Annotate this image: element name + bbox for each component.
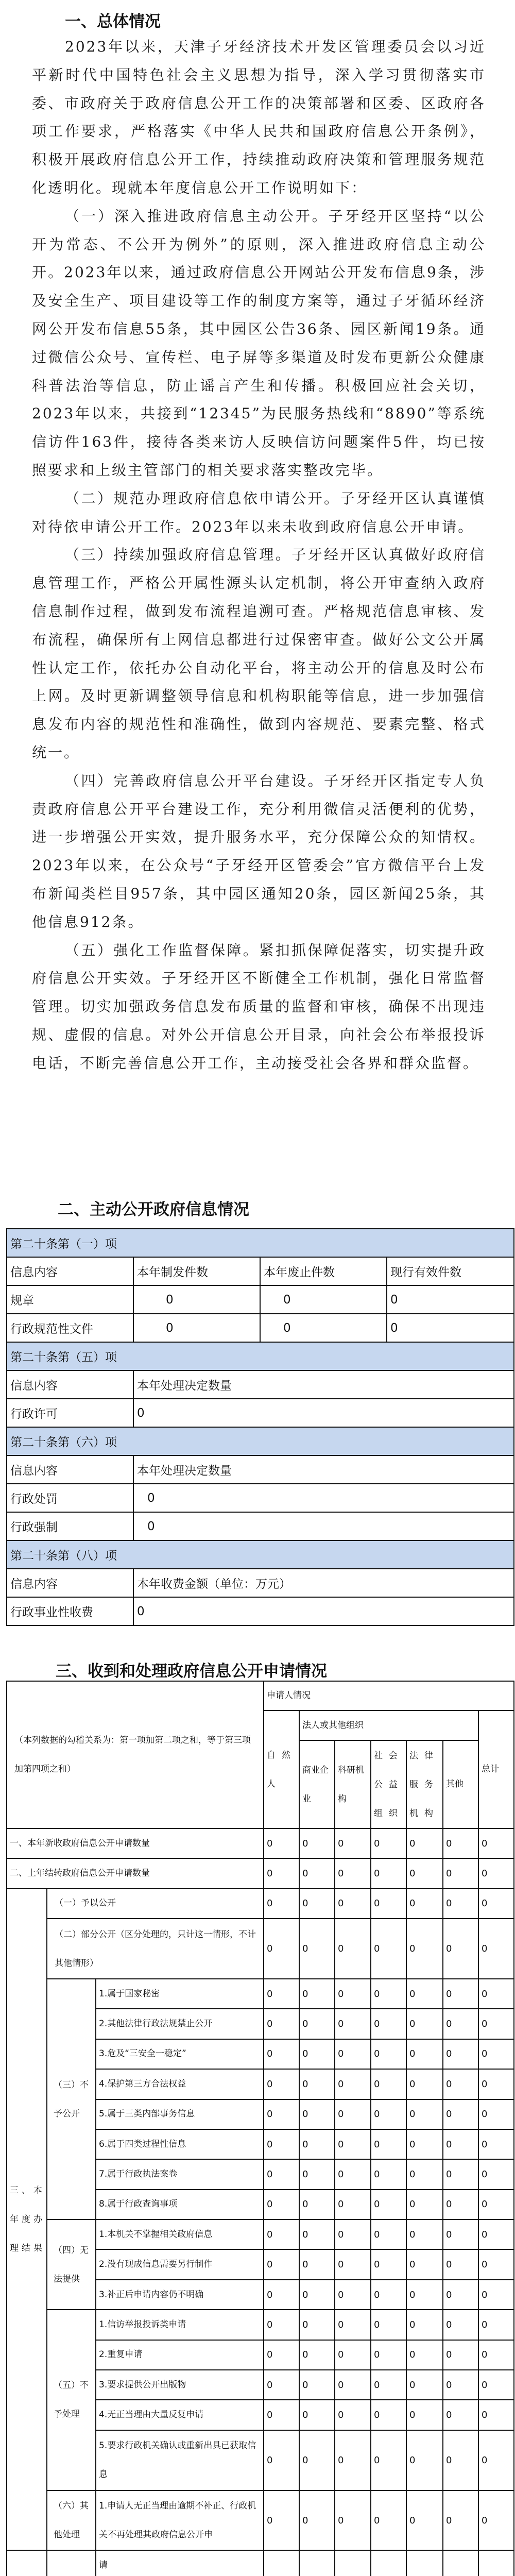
- value-cell: 0: [335, 2039, 371, 2069]
- row-label: 3.补正后申请内容仍不明确: [96, 2280, 264, 2310]
- paragraph: （五）强化工作监督保障。紧扣抓保障促落实，切实提升政府信息公开实效。子牙经开区不断健全工作机制，强化日常监督管理。切实加强政务信息发布质量的监督和审核，确保不出现违规、虚假的信息。对外公开信息公开目录，向社会公布举报投诉电话，不断完善信息公开工作，主动接受社会各界和群众监督。: [32, 941, 486, 1072]
- value-cell: 0: [335, 2009, 371, 2039]
- value-cell: 0: [264, 2129, 299, 2159]
- value-cell: 0: [335, 1979, 371, 2009]
- value-cell: 0: [406, 2039, 443, 2069]
- value-cell: 0: [133, 1285, 260, 1314]
- value-cell: 0: [264, 1828, 299, 1858]
- value-cell: 0: [299, 2159, 335, 2189]
- row-label: 3.要求提供公开出版物: [96, 2370, 264, 2400]
- value-cell: 0: [478, 2159, 514, 2189]
- group-label: （四）无法提供: [47, 2219, 96, 2310]
- group-label: （五）不予处理: [47, 2310, 96, 2490]
- empty-cell: [478, 2550, 514, 2576]
- value-cell: 0: [264, 2190, 299, 2219]
- value-cell: 0: [264, 1979, 299, 2009]
- value-cell: 0: [335, 1828, 371, 1858]
- value-cell: 0: [299, 2370, 335, 2400]
- row-label: 5.要求行政机关确认或重新出具已获取信息: [96, 2430, 264, 2490]
- value-cell: 0: [133, 1597, 514, 1625]
- value-cell: 0: [478, 2009, 514, 2039]
- value-cell: 0: [371, 2310, 406, 2340]
- value-cell: 0: [299, 1889, 335, 1919]
- value-cell: 0: [443, 2490, 478, 2551]
- value-cell: 0: [371, 2280, 406, 2310]
- value-cell: 0: [478, 2249, 514, 2279]
- value-cell: 0: [371, 2219, 406, 2249]
- value-cell: 0: [371, 2069, 406, 2099]
- row-label: 行政事业性收费: [7, 1597, 133, 1625]
- value-cell: 0: [335, 2280, 371, 2310]
- value-cell: 0: [478, 1919, 514, 1979]
- value-cell: 0: [335, 2219, 371, 2249]
- value-cell: 0: [371, 2009, 406, 2039]
- value-cell: 0: [299, 1919, 335, 1979]
- header-cell: 本年废止件数: [260, 1257, 387, 1285]
- value-cell: 0: [335, 2129, 371, 2159]
- value-cell: 0: [387, 1314, 514, 1342]
- row-label: 1.申请人无正当理由逾期不补正、行政机关不再处理其政府信息公开申: [96, 2490, 264, 2551]
- value-cell: 0: [264, 2099, 299, 2129]
- header-cell: 本年处理决定数量: [133, 1455, 514, 1484]
- value-cell: 0: [264, 2069, 299, 2099]
- value-cell: 0: [335, 2069, 371, 2099]
- value-cell: 0: [299, 2129, 335, 2159]
- row-label: 7.属于行政执法案卷: [96, 2159, 264, 2189]
- applications-table: [6, 1681, 514, 2576]
- row-label: 6.属于四类过程性信息: [96, 2129, 264, 2159]
- value-cell: 0: [264, 2340, 299, 2370]
- value-cell: 0: [478, 2099, 514, 2129]
- paragraph: （二）规范办理政府信息依申请公开。子牙经开区认真谨慎对待依申请公开工作。2023年以来未收到政府信息公开申请。: [32, 489, 486, 535]
- row-label: 一、本年新收政府信息公开申请数量: [7, 1828, 264, 1858]
- org-header: 法人或其他组织: [299, 1710, 478, 1740]
- value-cell: 0: [335, 2370, 371, 2400]
- value-cell: 0: [264, 1858, 299, 1888]
- value-cell: 0: [406, 1858, 443, 1888]
- value-cell: 0: [371, 2159, 406, 2189]
- section-3-title: 三、收到和处理政府信息公开申请情况: [56, 1662, 327, 1681]
- header-cell: 信息内容: [7, 1257, 133, 1285]
- value-cell: 0: [264, 2310, 299, 2340]
- value-cell: 0: [299, 1828, 335, 1858]
- org-col-header: 其他: [443, 1740, 478, 1828]
- value-cell: 0: [478, 2219, 514, 2249]
- value-cell: 0: [260, 1314, 387, 1342]
- value-cell: 0: [264, 2039, 299, 2069]
- value-cell: 0: [443, 2129, 478, 2159]
- value-cell: 0: [443, 2039, 478, 2069]
- value-cell: 0: [443, 1858, 478, 1888]
- value-cell: 0: [406, 2280, 443, 2310]
- value-cell: 0: [371, 1858, 406, 1888]
- value-cell: 0: [371, 2099, 406, 2129]
- row-label: 行政强制: [7, 1512, 133, 1540]
- org-col-header: 科研机构: [335, 1740, 371, 1828]
- value-cell: 0: [335, 2190, 371, 2219]
- value-cell: 0: [335, 1919, 371, 1979]
- applicant-header: 申请人情况: [264, 1681, 514, 1710]
- value-cell: 0: [371, 2129, 406, 2159]
- value-cell: 0: [371, 2039, 406, 2069]
- value-cell: 0: [443, 1889, 478, 1919]
- value-cell: 0: [406, 2159, 443, 2189]
- value-cell: 0: [299, 2190, 335, 2219]
- value-cell: 0: [443, 1979, 478, 2009]
- value-cell: 0: [264, 2490, 299, 2551]
- row-label: 3.危及“三安全一稳定”: [96, 2039, 264, 2069]
- value-cell: 0: [478, 1858, 514, 1888]
- value-cell: 0: [299, 2430, 335, 2490]
- value-cell: 0: [443, 2099, 478, 2129]
- value-cell: 0: [406, 2430, 443, 2490]
- value-cell: 0: [406, 2490, 443, 2551]
- row-label: 2.没有现成信息需要另行制作: [96, 2249, 264, 2279]
- row-label: 2.其他法律行政法规禁止公开: [96, 2009, 264, 2039]
- value-cell: 0: [299, 2340, 335, 2370]
- header-cell: 信息内容: [7, 1455, 133, 1484]
- value-cell: 0: [443, 1919, 478, 1979]
- header-cell: 信息内容: [7, 1569, 133, 1597]
- header-cell: 本年处理决定数量: [133, 1370, 514, 1399]
- value-cell: 0: [264, 2430, 299, 2490]
- value-cell: 0: [133, 1399, 514, 1427]
- org-col-header: 法律服务机构: [406, 1740, 443, 1828]
- value-cell: 0: [443, 2430, 478, 2490]
- value-cell: 0: [371, 2430, 406, 2490]
- value-cell: 0: [371, 1889, 406, 1919]
- value-cell: 0: [371, 1828, 406, 1858]
- total-header: 总计: [478, 1710, 514, 1828]
- value-cell: 0: [264, 2400, 299, 2430]
- paragraph: （三）持续加强政府信息管理。子牙经开区认真做好政府信息管理工作，严格公开属性源头认定机制，将公开审查纳入政府信息制作过程，做到发布流程追溯可查。严格规范信息审核、发布流程，确保所有上网信息都进行过保密审查。做好公文公开属性认定工作，依托办公自动化平台，将主动公开的信息及时公布上网。及时更新调整领导信息和机构职能等信息，进一步加强信息发布内容的规范性和准确性，做到内容规范、要素完整、格式统一。: [32, 546, 486, 761]
- row-label: 1.信访举报投诉类申请: [96, 2310, 264, 2340]
- value-cell: 0: [478, 2280, 514, 2310]
- value-cell: 0: [443, 2069, 478, 2099]
- item-5-band: 第二十条第（五）项: [7, 1342, 514, 1370]
- value-cell: 0: [443, 2400, 478, 2430]
- value-cell: 0: [335, 2159, 371, 2189]
- row-label: （一）予以公开: [47, 1889, 264, 1919]
- value-cell: 0: [387, 1285, 514, 1314]
- value-cell: 0: [299, 1858, 335, 1888]
- value-cell: 0: [371, 2370, 406, 2400]
- value-cell: 0: [264, 2219, 299, 2249]
- row-label: 4.无正当理由大量反复申请: [96, 2400, 264, 2430]
- value-cell: 0: [335, 2310, 371, 2340]
- value-cell: 0: [478, 2340, 514, 2370]
- value-cell: 0: [371, 1979, 406, 2009]
- value-cell: 0: [406, 2370, 443, 2400]
- value-cell: 0: [371, 2190, 406, 2219]
- value-cell: 0: [406, 2219, 443, 2249]
- item-8-band: 第二十条第（八）项: [7, 1540, 514, 1569]
- value-cell: 0: [478, 2430, 514, 2490]
- corner-note: （本列数据的勾稽关系为：第一项加第二项之和，等于第三项加第四项之和）: [7, 1681, 264, 1828]
- value-cell: 0: [478, 1828, 514, 1858]
- value-cell: 0: [443, 2370, 478, 2400]
- value-cell: 0: [478, 2069, 514, 2099]
- value-cell: 0: [406, 2190, 443, 2219]
- header-cell: 现行有效件数: [387, 1257, 514, 1285]
- org-col-header: 社会公益组织: [371, 1740, 406, 1828]
- row-label: （二）部分公开（区分处理的，只计这一情形，不计其他情形）: [47, 1919, 264, 1979]
- value-cell: 0: [406, 1979, 443, 2009]
- row-label: 8.属于行政查询事项: [96, 2190, 264, 2219]
- value-cell: 0: [299, 2039, 335, 2069]
- value-cell: 0: [335, 2490, 371, 2551]
- value-cell: 0: [443, 2249, 478, 2279]
- value-cell: 0: [443, 2190, 478, 2219]
- value-cell: 0: [371, 2400, 406, 2430]
- paragraph: （四）完善政府信息公开平台建设。子牙经开区指定专人负责政府信息公开平台建设工作，充分利用微信灵活便利的优势，进一步增强公开实效，提升服务水平，充分保障公众的知情权。2023年以来，在公众号“子牙经开区管委会”官方微信平台上发布新闻类栏目957条，其中园区通知20条，园区新闻25条，其他信息912条。: [32, 772, 486, 930]
- value-cell: 0: [406, 2310, 443, 2340]
- value-cell: 0: [371, 2249, 406, 2279]
- value-cell: 0: [406, 2249, 443, 2279]
- header-cell: 本年制发件数: [133, 1257, 260, 1285]
- value-cell: 0: [299, 2009, 335, 2039]
- value-cell: 0: [406, 2069, 443, 2099]
- value-cell: 0: [443, 2009, 478, 2039]
- value-cell: 0: [299, 2490, 335, 2551]
- value-cell: 0: [371, 2490, 406, 2551]
- item-6-band: 第二十条第（六）项: [7, 1427, 514, 1455]
- value-cell: 0: [335, 2340, 371, 2370]
- empty-cell: [406, 2550, 443, 2576]
- group-label: （三）不予公开: [47, 1979, 96, 2219]
- row-label: 二、上年结转政府信息公开申请数量: [7, 1858, 264, 1888]
- paragraph: （一）深入推进政府信息主动公开。子牙经开区坚持“以公开为常态、不公开为例外”的原则，深入推进政府信息主动公开。2023年以来，通过政府信息公开网站公开发布信息9条，涉及安全生产、项目建设等工作的制度方案等，通过子牙循环经济网公开发布信息55条，其中园区公告36条、园区新闻19条。通过微信公众号、宣传栏、电子屏等多渠道及时发布更新公众健康科普法治等信息，防止谣言产生和传播。积极回应社会关切，2023年以来，共接到“12345”为民服务热线和“8890”等系统信访件163件，接待各类来访人反映信访问题案件5件，均已按照要求和上级主管部门的相关要求落实整改完毕。: [32, 207, 486, 479]
- value-cell: 0: [406, 2129, 443, 2159]
- result-group-label: 三、本年度办理结果: [7, 1889, 47, 2551]
- header-cell: 信息内容: [7, 1370, 133, 1399]
- row-label: 1.属于国家秘密: [96, 1979, 264, 2009]
- row-label: 行政许可: [7, 1399, 133, 1427]
- value-cell: 0: [335, 1858, 371, 1888]
- empty-cell: [371, 2550, 406, 2576]
- value-cell: 0: [478, 2490, 514, 2551]
- value-cell: 0: [335, 2249, 371, 2279]
- empty-cell: [264, 2550, 299, 2576]
- paragraph: 2023年以来，天津子牙经济技术开发区管理委员会以习近平新时代中国特色社会主义思想为指导，深入学习贯彻落实市委、市政府关于政府信息公开工作的决策部署和区委、区政府各项工作要求，严格落实《中华人民共和国政府信息公开条例》，积极开展政府信息公开工作，持续推动政府决策和管理服务规范化透明化。现就本年度信息公开工作说明如下：: [32, 38, 486, 196]
- value-cell: 0: [406, 2400, 443, 2430]
- value-cell: 0: [260, 1285, 387, 1314]
- section-2-title: 二、主动公开政府信息情况: [58, 1200, 249, 1219]
- natural-person-header: 自然人: [264, 1710, 299, 1828]
- row-label: 2.重复申请: [96, 2340, 264, 2370]
- value-cell: 0: [335, 2099, 371, 2129]
- value-cell: 0: [443, 2340, 478, 2370]
- value-cell: 0: [478, 2190, 514, 2219]
- section-1-body: [32, 33, 486, 1077]
- value-cell: 0: [443, 2219, 478, 2249]
- value-cell: 0: [299, 2400, 335, 2430]
- value-cell: 0: [406, 1828, 443, 1858]
- value-cell: 0: [299, 2280, 335, 2310]
- value-cell: 0: [299, 2219, 335, 2249]
- empty-cell: [47, 2550, 96, 2576]
- row-label: 5.属于三类内部事务信息: [96, 2099, 264, 2129]
- row-label: 行政处罚: [7, 1484, 133, 1512]
- value-cell: 0: [478, 2400, 514, 2430]
- value-cell: 0: [371, 1919, 406, 1979]
- group-label: （六）其他处理: [47, 2490, 96, 2551]
- value-cell: 0: [133, 1314, 260, 1342]
- value-cell: 0: [406, 2099, 443, 2129]
- value-cell: 0: [264, 2249, 299, 2279]
- empty-cell: [443, 2550, 478, 2576]
- value-cell: 0: [443, 2280, 478, 2310]
- value-cell: 0: [406, 1889, 443, 1919]
- value-cell: 0: [478, 2039, 514, 2069]
- empty-cell: [7, 2550, 47, 2576]
- proactive-disclosure-table: [6, 1228, 514, 1626]
- header-cell: 本年收费金额（单位：万元）: [133, 1569, 514, 1597]
- value-cell: 0: [443, 2159, 478, 2189]
- row-label: 1.本机关不掌握相关政府信息: [96, 2219, 264, 2249]
- value-cell: 0: [406, 2009, 443, 2039]
- value-cell: 0: [478, 2310, 514, 2340]
- value-cell: 0: [443, 2310, 478, 2340]
- row-label: 规章: [7, 1285, 133, 1314]
- value-cell: 0: [371, 2340, 406, 2370]
- item-1-band: 第二十条第（一）项: [7, 1229, 514, 1257]
- org-col-header: 商业企业: [299, 1740, 335, 1828]
- value-cell: 0: [264, 2370, 299, 2400]
- value-cell: 0: [133, 1484, 514, 1512]
- value-cell: 0: [406, 2340, 443, 2370]
- value-cell: 0: [133, 1512, 514, 1540]
- value-cell: 0: [478, 2129, 514, 2159]
- value-cell: 0: [264, 2159, 299, 2189]
- value-cell: 0: [264, 1919, 299, 1979]
- value-cell: 0: [335, 2430, 371, 2490]
- value-cell: 0: [299, 2069, 335, 2099]
- row-label: 4.保护第三方合法权益: [96, 2069, 264, 2099]
- value-cell: 0: [299, 2249, 335, 2279]
- row-label: 请: [96, 2550, 264, 2576]
- empty-cell: [299, 2550, 335, 2576]
- value-cell: 0: [264, 2009, 299, 2039]
- empty-cell: [335, 2550, 371, 2576]
- value-cell: 0: [478, 2370, 514, 2400]
- value-cell: 0: [264, 1889, 299, 1919]
- value-cell: 0: [478, 1979, 514, 2009]
- value-cell: 0: [443, 1828, 478, 1858]
- value-cell: 0: [264, 2280, 299, 2310]
- row-label: 行政规范性文件: [7, 1314, 133, 1342]
- value-cell: 0: [299, 2099, 335, 2129]
- value-cell: 0: [335, 1889, 371, 1919]
- value-cell: 0: [299, 2310, 335, 2340]
- value-cell: 0: [299, 1979, 335, 2009]
- value-cell: 0: [406, 1919, 443, 1979]
- value-cell: 0: [335, 2400, 371, 2430]
- value-cell: 0: [478, 1889, 514, 1919]
- section-1-title: 一、总体情况: [65, 12, 161, 31]
